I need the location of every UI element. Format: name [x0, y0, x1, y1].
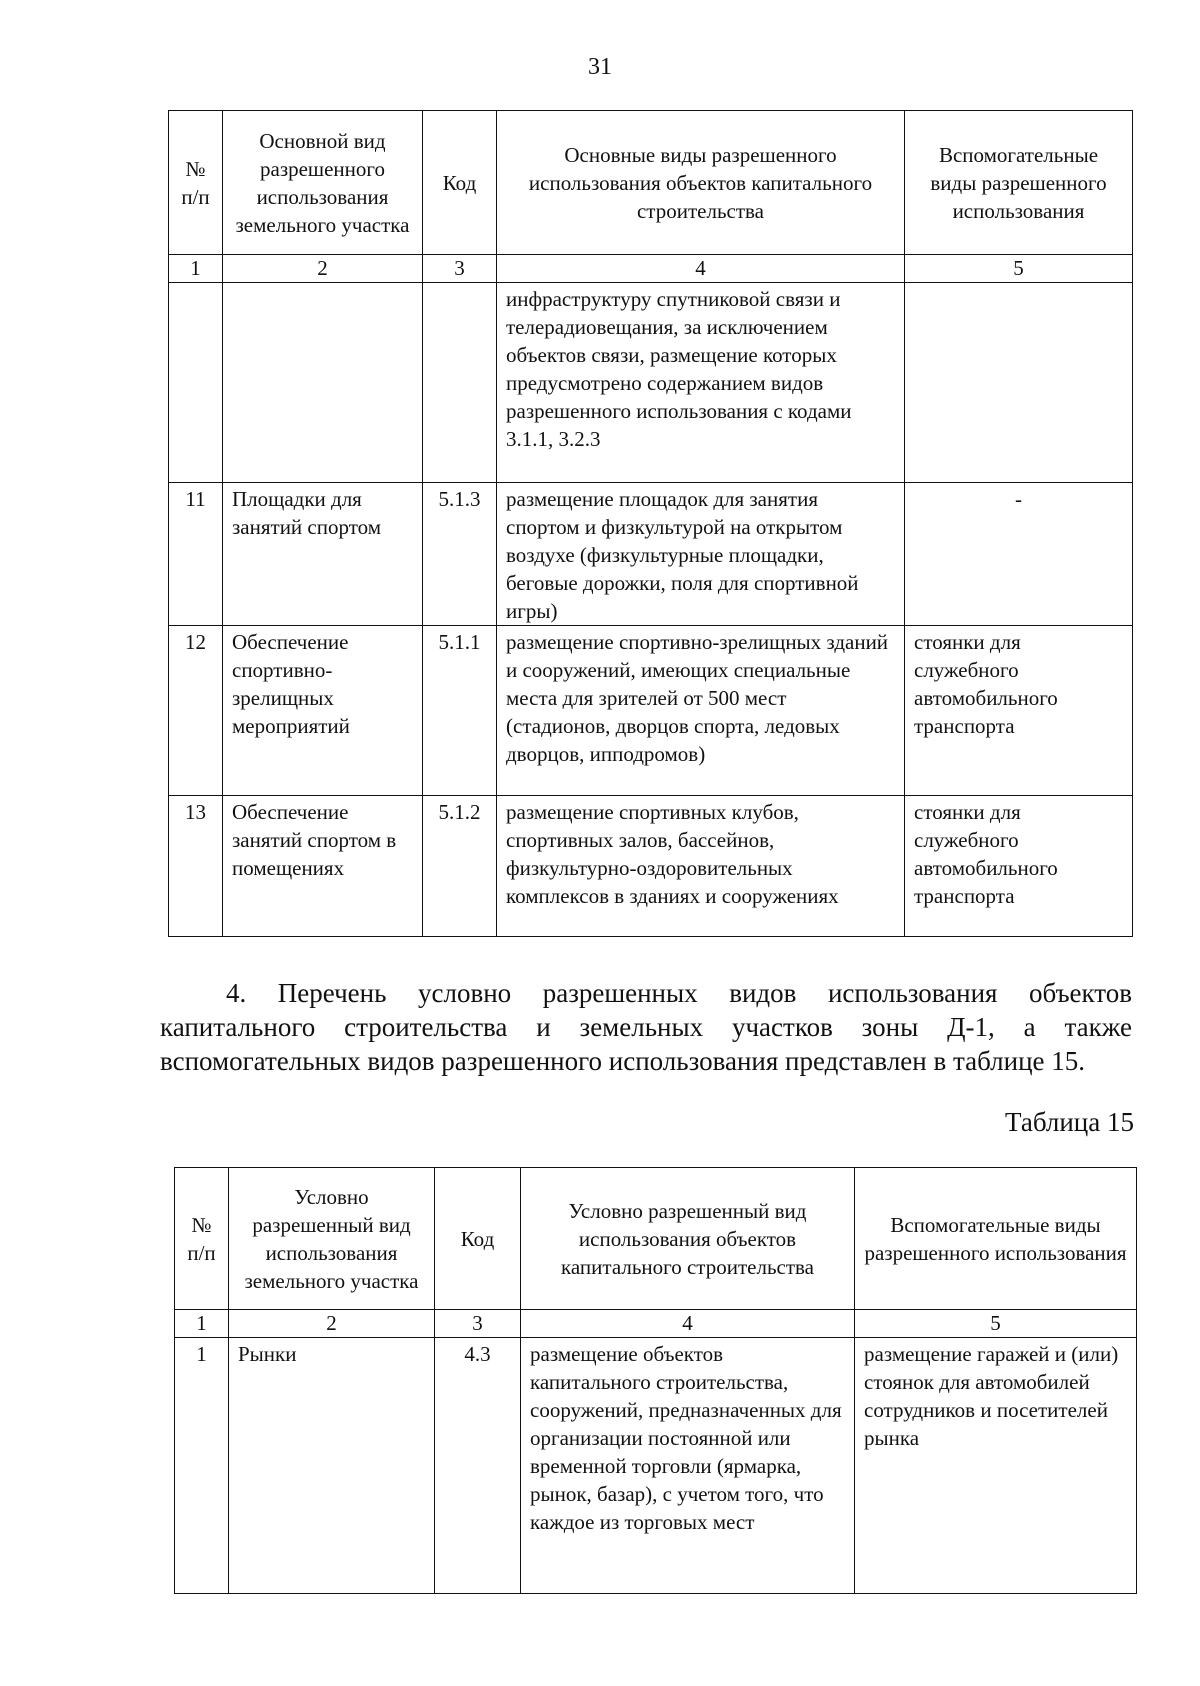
column-number: 1 [175, 1310, 229, 1338]
column-number: 2 [229, 1310, 435, 1338]
header-conditional-land-use: Условно разрешенный вид использования земельного участка [229, 1168, 435, 1310]
cell-code [423, 283, 497, 483]
page-number: 31 [588, 54, 612, 80]
cell-auxiliary-use [905, 283, 1133, 483]
table-1 [168, 110, 1133, 937]
column-number: 3 [435, 1310, 521, 1338]
table-row [169, 626, 1133, 796]
cell-code: 5.1.2 [423, 796, 497, 937]
cell-construction-use: размещение объектов капитального строительства, сооружений, предназначенных для организации постоянной или временной торговли (ярмарка, рынок, базар), с учетом того, что каждое из торговых мест [521, 1338, 855, 1594]
column-number: 2 [223, 255, 423, 283]
cell-construction-use: размещение спортивно-зрелищных зданий и сооружений, имеющих специальные места для зрителей от 500 мест (стадионов, дворцов спорта, ледовых дворцов, ипподромов) [497, 626, 905, 796]
column-number-row [169, 255, 1133, 283]
header-number: № п/п [175, 1168, 229, 1310]
header-number: № п/п [169, 111, 223, 255]
table-row [175, 1338, 1137, 1594]
column-number: 5 [855, 1310, 1137, 1338]
column-number: 1 [169, 255, 223, 283]
table-2 [174, 1167, 1137, 1594]
cell-construction-use: инфраструктуру спутниковой связи и телерадиовещания, за исключением объектов связи, размещение которых предусмотрено содержанием видов разрешенного использования с кодами 3.1.1, 3.2.3 [497, 283, 905, 483]
cell-auxiliary-use: стоянки для служебного автомобильного транспорта [905, 626, 1133, 796]
table-row [169, 483, 1133, 626]
header-conditional-construction-use: Условно разрешенный вид использования объектов капитального строительства [521, 1168, 855, 1310]
cell-land-use: Обеспечение занятий спортом в помещениях [223, 796, 423, 937]
table-row [169, 796, 1133, 937]
column-number: 3 [423, 255, 497, 283]
cell-land-use: Обеспечение спортивно-зрелищных мероприятий [223, 626, 423, 796]
cell-code: 4.3 [435, 1338, 521, 1594]
header-main-land-use: Основной вид разрешенного использования земельного участка [223, 111, 423, 255]
cell-land-use [223, 283, 423, 483]
cell-number: 12 [169, 626, 223, 796]
table-header-row [175, 1168, 1137, 1310]
cell-auxiliary-use: стоянки для служебного автомобильного транспорта [905, 796, 1133, 937]
section-paragraph: 4. Перечень условно разрешенных видов использования объектов капитального строительства и земельных участков зоны Д-1, а также вспомогательных видов разрешенного использования представлен в таблице 15. [160, 978, 1132, 1076]
cell-auxiliary-use: размещение гаражей и (или) стоянок для автомобилей сотрудников и посетителей рынка [855, 1338, 1137, 1594]
cell-construction-use: размещение спортивных клубов, спортивных залов, бассейнов, физкультурно-оздоровительных комплексов в зданиях и сооружениях [497, 796, 905, 937]
header-code: Код [423, 111, 497, 255]
table-row [169, 283, 1133, 483]
cell-code: 5.1.3 [423, 483, 497, 626]
column-number: 4 [521, 1310, 855, 1338]
column-number: 5 [905, 255, 1133, 283]
cell-number [169, 283, 223, 483]
column-number: 4 [497, 255, 905, 283]
header-main-construction-use: Основные виды разрешенного использования объектов капитального строительства [497, 111, 905, 255]
table-header-row [169, 111, 1133, 255]
cell-number: 11 [169, 483, 223, 626]
header-auxiliary-use: Вспомогательные виды разрешенного использования [855, 1168, 1137, 1310]
column-number-row [175, 1310, 1137, 1338]
header-auxiliary-use: Вспомогательные виды разрешенного использования [905, 111, 1133, 255]
header-code: Код [435, 1168, 521, 1310]
table-caption: Таблица 15 [1005, 1107, 1134, 1137]
cell-auxiliary-use: - [905, 483, 1133, 626]
cell-construction-use: размещение площадок для занятия спортом и физкультурой на открытом воздухе (физкультурные площадки, беговые дорожки, поля для спортивной игры) [497, 483, 905, 626]
cell-code: 5.1.1 [423, 626, 497, 796]
cell-land-use: Площадки для занятий спортом [223, 483, 423, 626]
cell-number: 1 [175, 1338, 229, 1594]
cell-land-use: Рынки [229, 1338, 435, 1594]
cell-number: 13 [169, 796, 223, 937]
